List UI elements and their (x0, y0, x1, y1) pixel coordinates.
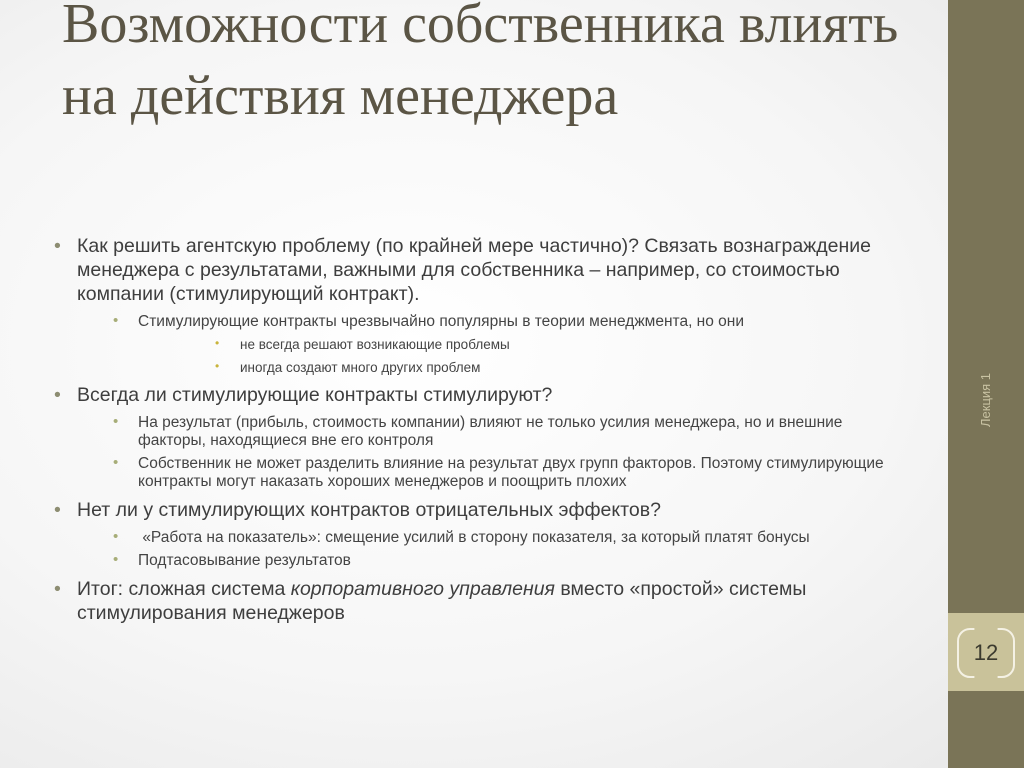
sub-bullet-text: Стимулирующие контракты чрезвычайно популярны в теории менеджмента, но они (138, 313, 745, 330)
sub-bullet-list (77, 313, 900, 376)
bullet-text: Нет ли у стимулирующих контрактов отрицательных эффектов? (77, 499, 661, 521)
sub-bullet-external-factors (77, 414, 900, 450)
sub-bullet-text: Подтасовывание результатов (138, 552, 351, 569)
bullet-always-stimulate (50, 383, 900, 491)
bullet-text: Всегда ли стимулирующие контракты стимулируют? (77, 384, 553, 406)
sub-sub-bullet-create-problems (138, 359, 900, 376)
lecture-label: Лекция 1 (978, 372, 993, 427)
sub-sub-bullet-text: не всегда решают возникающие проблемы (240, 337, 510, 352)
conclusion-text-after: вместо «простой» системы стимулирования менеджеров (77, 578, 812, 624)
sub-bullet-work-for-metric (77, 529, 900, 547)
conclusion-text-before: Итог: сложная система (77, 578, 291, 600)
conclusion-text-italic: корпоративного управления (290, 578, 555, 600)
sub-sub-bullet-list (138, 336, 900, 376)
slide-content (50, 234, 900, 632)
bullet-conclusion (50, 577, 900, 625)
sub-sub-bullet-text: иногда создают много других проблем (240, 360, 481, 375)
page-number: 12 (957, 628, 1015, 678)
sub-bullet-list (77, 414, 900, 491)
sub-bullet-text: «Работа на показатель»: смещение усилий в сторону показателя, за который платят бонусы (138, 529, 810, 546)
sub-bullet-falsification (77, 552, 900, 570)
sub-bullet-popular (77, 313, 900, 376)
sub-sub-bullet-not-always (138, 336, 900, 353)
slide-title: Возможности собственника влиять на действия менеджера (62, 0, 899, 127)
bullet-list (50, 234, 900, 625)
bullet-negative-effects (50, 498, 900, 570)
bullet-agency-problem (50, 234, 900, 376)
sub-bullet-text: Собственник не может разделить влияние на результат двух групп факторов. Поэтому стимулирующие контракты могут наказать хороших менеджеров и поощрить плохих (138, 455, 884, 490)
sub-bullet-text: На результат (прибыль, стоимость компании) влияют не только усилия менеджера, но и внешние факторы, находящиеся вне его контроля (138, 414, 843, 449)
sub-bullet-list (77, 529, 900, 570)
sub-bullet-cannot-separate (77, 455, 900, 491)
bullet-text: Как решить агентскую проблему (по крайней мере частично)? Связать вознаграждение менеджера с результатами, важными для собственника – например, со стоимостью компании (стимулирующий контракт). (77, 235, 871, 305)
